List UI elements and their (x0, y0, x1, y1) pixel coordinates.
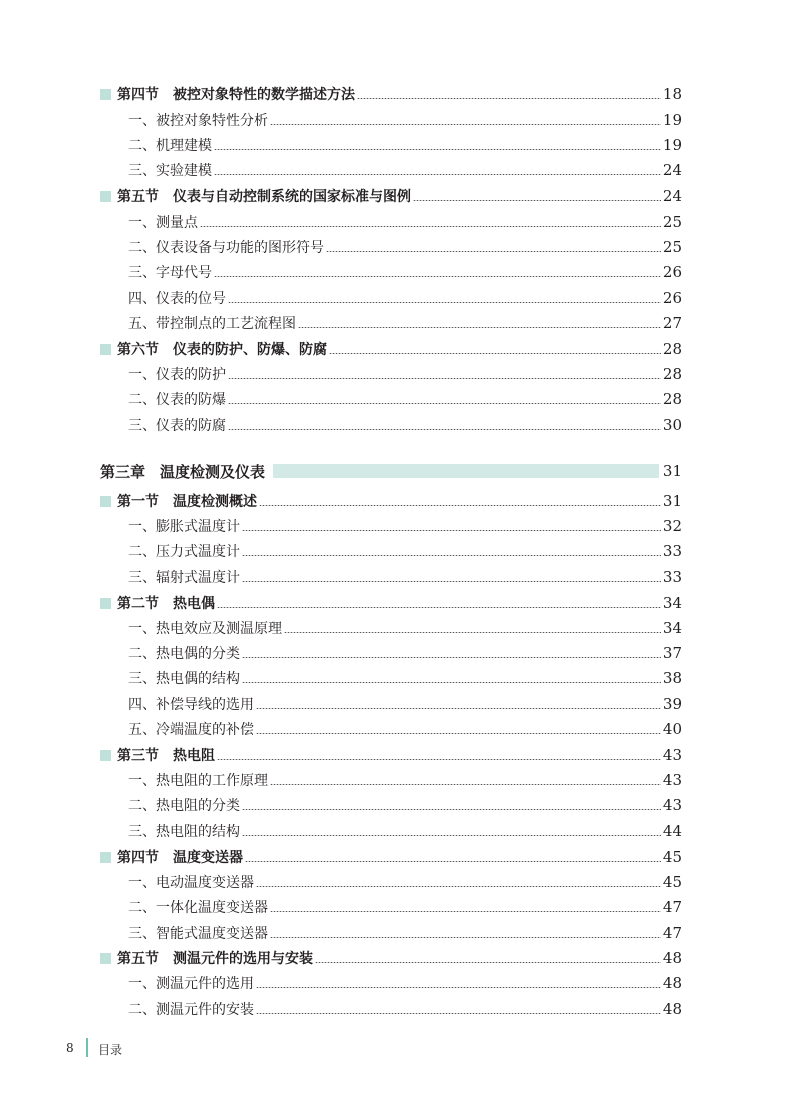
toc-entry[interactable] (0, 717, 800, 741)
toc-section[interactable] (0, 337, 800, 361)
toc-entry-line (128, 793, 682, 817)
toc-page-number: 38 (662, 669, 682, 687)
toc-entry-line (100, 743, 682, 767)
chapter-bar (273, 464, 659, 478)
toc-entry-line (100, 489, 682, 513)
toc-section[interactable] (0, 82, 800, 106)
toc-title (128, 643, 240, 663)
toc-entry[interactable] (0, 413, 800, 437)
dot-leader (270, 937, 661, 938)
toc-entry-line (128, 362, 682, 386)
toc-entry[interactable] (0, 362, 800, 386)
dot-leader (270, 124, 661, 125)
toc-page-number: 34 (662, 594, 682, 612)
toc-entry-line (128, 692, 682, 716)
toc-title (128, 262, 212, 282)
toc-title (128, 364, 226, 384)
toc-title (100, 491, 257, 511)
toc-title (128, 618, 282, 638)
toc-entry-line (128, 108, 682, 132)
toc-title-text: 三、实验建模 (128, 163, 212, 179)
dot-leader (242, 682, 661, 683)
toc-entry-line (100, 82, 682, 106)
toc-title (100, 745, 215, 765)
toc-entry-line (128, 717, 682, 741)
toc-page-number: 45 (662, 848, 682, 866)
toc-title-text: 五、冷端温度的补偿 (128, 722, 254, 738)
toc-page-number: 32 (662, 517, 682, 535)
toc-title (128, 135, 212, 155)
toc-title-text: 一、测量点 (128, 215, 198, 231)
section-marker-icon (100, 953, 111, 964)
toc-section[interactable] (0, 845, 800, 869)
toc-entry[interactable] (0, 895, 800, 919)
toc-page-number: 43 (662, 746, 682, 764)
dot-leader (214, 149, 661, 150)
toc-title-text: 一、仪表的防护 (128, 367, 226, 383)
toc-entry[interactable] (0, 616, 800, 640)
toc-section[interactable] (0, 946, 800, 970)
toc-page-number: 40 (662, 720, 682, 738)
dot-leader (256, 1013, 661, 1014)
toc-page-number: 47 (662, 924, 682, 942)
toc-title-text: 一、电动温度变送器 (128, 875, 254, 891)
toc-title-text: 二、压力式温度计 (128, 544, 240, 560)
toc-entry-line (128, 997, 682, 1021)
toc-title (128, 719, 254, 739)
toc-page-number: 48 (662, 1000, 682, 1018)
toc-page-number: 33 (662, 542, 682, 560)
toc-entry[interactable] (0, 133, 800, 157)
toc-entry-line (128, 158, 682, 182)
section-marker-icon (100, 750, 111, 761)
toc-entry[interactable] (0, 870, 800, 894)
dot-leader (256, 886, 661, 887)
toc-title (128, 795, 240, 815)
toc-entry-line (128, 666, 682, 690)
section-marker-icon (100, 496, 111, 507)
toc-title (128, 770, 268, 790)
toc-entry-line (128, 616, 682, 640)
toc-title (128, 694, 254, 714)
toc-title (128, 821, 240, 841)
toc-entry[interactable] (0, 768, 800, 792)
toc-title-text: 第四节 被控对象特性的数学描述方法 (117, 87, 355, 103)
toc-entry-line (128, 971, 682, 995)
toc-page-number: 45 (662, 873, 682, 891)
toc-entry-line (128, 768, 682, 792)
toc-title (128, 237, 324, 257)
toc-page-number: 26 (662, 263, 682, 281)
toc-title (128, 872, 254, 892)
toc-page-number: 19 (662, 111, 682, 129)
toc-title-text: 二、仪表的防爆 (128, 392, 226, 408)
toc-section[interactable] (0, 489, 800, 513)
dot-leader (228, 403, 661, 404)
toc-entry[interactable] (0, 692, 800, 716)
dot-leader (242, 835, 661, 836)
toc-entry-line (128, 260, 682, 284)
toc-chapter[interactable] (0, 459, 800, 483)
footer-label: 目录 (98, 1043, 123, 1057)
section-marker-icon (100, 191, 111, 202)
toc-title (128, 313, 296, 333)
dot-leader (357, 98, 661, 99)
toc-entry-line (100, 946, 682, 970)
toc-page-number: 28 (662, 390, 682, 408)
toc-page-number: 25 (662, 238, 682, 256)
toc-page-number: 31 (662, 462, 682, 480)
toc-title-text: 四、仪表的位号 (128, 291, 226, 307)
toc-section[interactable] (0, 184, 800, 208)
toc-entry[interactable] (0, 235, 800, 259)
dot-leader (329, 353, 661, 354)
toc-title (128, 923, 268, 943)
toc-title-text: 二、热电偶的分类 (128, 646, 240, 662)
toc-entry[interactable] (0, 641, 800, 665)
toc-entry-line (128, 819, 682, 843)
dot-leader (315, 962, 661, 963)
dot-leader (242, 809, 661, 810)
toc-entry-line (100, 591, 682, 615)
toc-page-number: 48 (662, 949, 682, 967)
toc-page-number: 27 (662, 314, 682, 332)
toc-title-text: 第五节 测温元件的选用与安装 (117, 951, 313, 967)
toc-title-text: 二、仪表设备与功能的图形符号 (128, 240, 324, 256)
toc-title-text: 五、带控制点的工艺流程图 (128, 316, 296, 332)
toc-entry-line (128, 895, 682, 919)
toc-entry-line (128, 565, 682, 589)
toc-entry[interactable] (0, 997, 800, 1021)
toc-title-text: 二、测温元件的安装 (128, 1002, 254, 1018)
dot-leader (242, 530, 661, 531)
toc-entry-line (100, 184, 682, 208)
dot-leader (242, 555, 661, 556)
toc-entry[interactable] (0, 158, 800, 182)
dot-leader (217, 759, 661, 760)
toc-page-number: 30 (662, 416, 682, 434)
dot-leader (270, 911, 661, 912)
toc-title-text: 一、膨胀式温度计 (128, 519, 240, 535)
dot-leader (214, 276, 661, 277)
footer-divider (86, 1038, 88, 1057)
toc-page-number: 24 (662, 187, 682, 205)
toc-title (128, 110, 268, 130)
toc-title-text: 三、辐射式温度计 (128, 570, 240, 586)
toc-title (128, 668, 240, 688)
toc-title (128, 389, 226, 409)
toc-title (128, 973, 254, 993)
toc-title-text: 二、热电阻的分类 (128, 798, 240, 814)
toc-title (100, 593, 215, 613)
toc-section[interactable] (0, 591, 800, 615)
toc-entry-line (100, 459, 682, 483)
toc-entry[interactable] (0, 921, 800, 945)
toc-page-number: 18 (662, 85, 682, 103)
toc-entry[interactable] (0, 514, 800, 538)
toc-entry[interactable] (0, 819, 800, 843)
toc-title-text: 三、智能式温度变送器 (128, 926, 268, 942)
toc-page-number: 28 (662, 340, 682, 358)
dot-leader (259, 505, 661, 506)
toc-title-text: 第六节 仪表的防护、防爆、防腐 (117, 342, 327, 358)
toc-page-number: 31 (662, 492, 682, 510)
toc-title (128, 288, 226, 308)
section-marker-icon (100, 89, 111, 100)
toc-page-number: 26 (662, 289, 682, 307)
toc-title-text: 四、补偿导线的选用 (128, 697, 254, 713)
toc-title (128, 415, 226, 435)
toc-title-text: 二、机理建模 (128, 138, 212, 154)
toc-entry-line (128, 235, 682, 259)
toc-page-number: 33 (662, 568, 682, 586)
toc-entry[interactable] (0, 210, 800, 234)
toc-entry[interactable] (0, 793, 800, 817)
toc-title (128, 541, 240, 561)
toc-entry[interactable] (0, 387, 800, 411)
toc-entry[interactable] (0, 108, 800, 132)
toc-title (100, 847, 243, 867)
section-marker-icon (100, 344, 111, 355)
toc-title-text: 一、测温元件的选用 (128, 976, 254, 992)
dot-leader (242, 657, 661, 658)
toc-page-number: 25 (662, 213, 682, 231)
dot-leader (270, 784, 661, 785)
toc-title (128, 897, 268, 917)
toc-page-number: 19 (662, 136, 682, 154)
dot-leader (214, 174, 661, 175)
section-marker-icon (100, 852, 111, 863)
toc-title-text: 第四节 温度变送器 (117, 850, 243, 866)
toc-title-text: 三、热电阻的结构 (128, 824, 240, 840)
toc-title-text: 一、热电效应及测温原理 (128, 621, 282, 637)
toc-entry[interactable] (0, 311, 800, 335)
dot-leader (413, 200, 661, 201)
toc-entry-line (128, 210, 682, 234)
toc-page-number: 43 (662, 771, 682, 789)
toc-entry-line (128, 514, 682, 538)
dot-leader (256, 987, 661, 988)
dot-leader (228, 378, 661, 379)
toc-entry-line (128, 539, 682, 563)
toc-title-text: 三、仪表的防腐 (128, 418, 226, 434)
dot-leader (284, 632, 661, 633)
toc-title (100, 339, 327, 359)
toc-entry[interactable] (0, 286, 800, 310)
toc-title-text: 第二节 热电偶 (117, 596, 215, 612)
dot-leader (245, 861, 661, 862)
dot-leader (217, 607, 661, 608)
toc-title (128, 516, 240, 536)
toc-page-number: 44 (662, 822, 682, 840)
toc-title (128, 999, 254, 1019)
toc-entry-line (128, 286, 682, 310)
toc-title (128, 567, 240, 587)
toc-entry-line (128, 311, 682, 335)
toc-title-text: 第三节 热电阻 (117, 748, 215, 764)
dot-leader (298, 327, 661, 328)
toc-entry[interactable] (0, 260, 800, 284)
page-number: 8 (66, 1041, 74, 1055)
toc-page-number: 24 (662, 161, 682, 179)
toc-entry-line (100, 337, 682, 361)
toc-entry-line (128, 870, 682, 894)
toc-title-text: 一、热电阻的工作原理 (128, 773, 268, 789)
toc-title-text: 一、被控对象特性分析 (128, 113, 268, 129)
toc-entry[interactable] (0, 565, 800, 589)
toc-title (100, 186, 411, 206)
section-marker-icon (100, 598, 111, 609)
toc-entry-line (128, 921, 682, 945)
dot-leader (200, 226, 661, 227)
toc-title-text: 三、热电偶的结构 (128, 671, 240, 687)
toc-title (128, 160, 212, 180)
toc-entry[interactable] (0, 666, 800, 690)
toc-entry-line (128, 133, 682, 157)
toc-page-number: 34 (662, 619, 682, 637)
dot-leader (326, 251, 661, 252)
dot-leader (256, 733, 661, 734)
dot-leader (256, 708, 661, 709)
toc-section[interactable] (0, 743, 800, 767)
toc-title-text: 第五节 仪表与自动控制系统的国家标准与图例 (117, 189, 411, 205)
toc-title-text: 第三章 温度检测及仪表 (100, 462, 266, 481)
toc-page-number: 43 (662, 796, 682, 814)
toc-entry-line (128, 387, 682, 411)
toc-page-number: 28 (662, 365, 682, 383)
toc-entry-line (128, 641, 682, 665)
toc-title (100, 948, 313, 968)
toc-page-number: 37 (662, 644, 682, 662)
toc-title-text: 第一节 温度检测概述 (117, 494, 257, 510)
toc-page-number: 47 (662, 898, 682, 916)
toc-title-text: 二、一体化温度变送器 (128, 900, 268, 916)
toc-page-number: 48 (662, 974, 682, 992)
toc-entry-line (128, 413, 682, 437)
toc-title (100, 84, 355, 104)
toc-title (128, 212, 198, 232)
toc-entry[interactable] (0, 971, 800, 995)
toc-page-number: 39 (662, 695, 682, 713)
toc-entry-line (100, 845, 682, 869)
dot-leader (228, 429, 661, 430)
toc-title (100, 461, 265, 482)
toc-title-text: 三、字母代号 (128, 265, 212, 281)
toc-entry[interactable] (0, 539, 800, 563)
dot-leader (228, 302, 661, 303)
dot-leader (242, 581, 661, 582)
